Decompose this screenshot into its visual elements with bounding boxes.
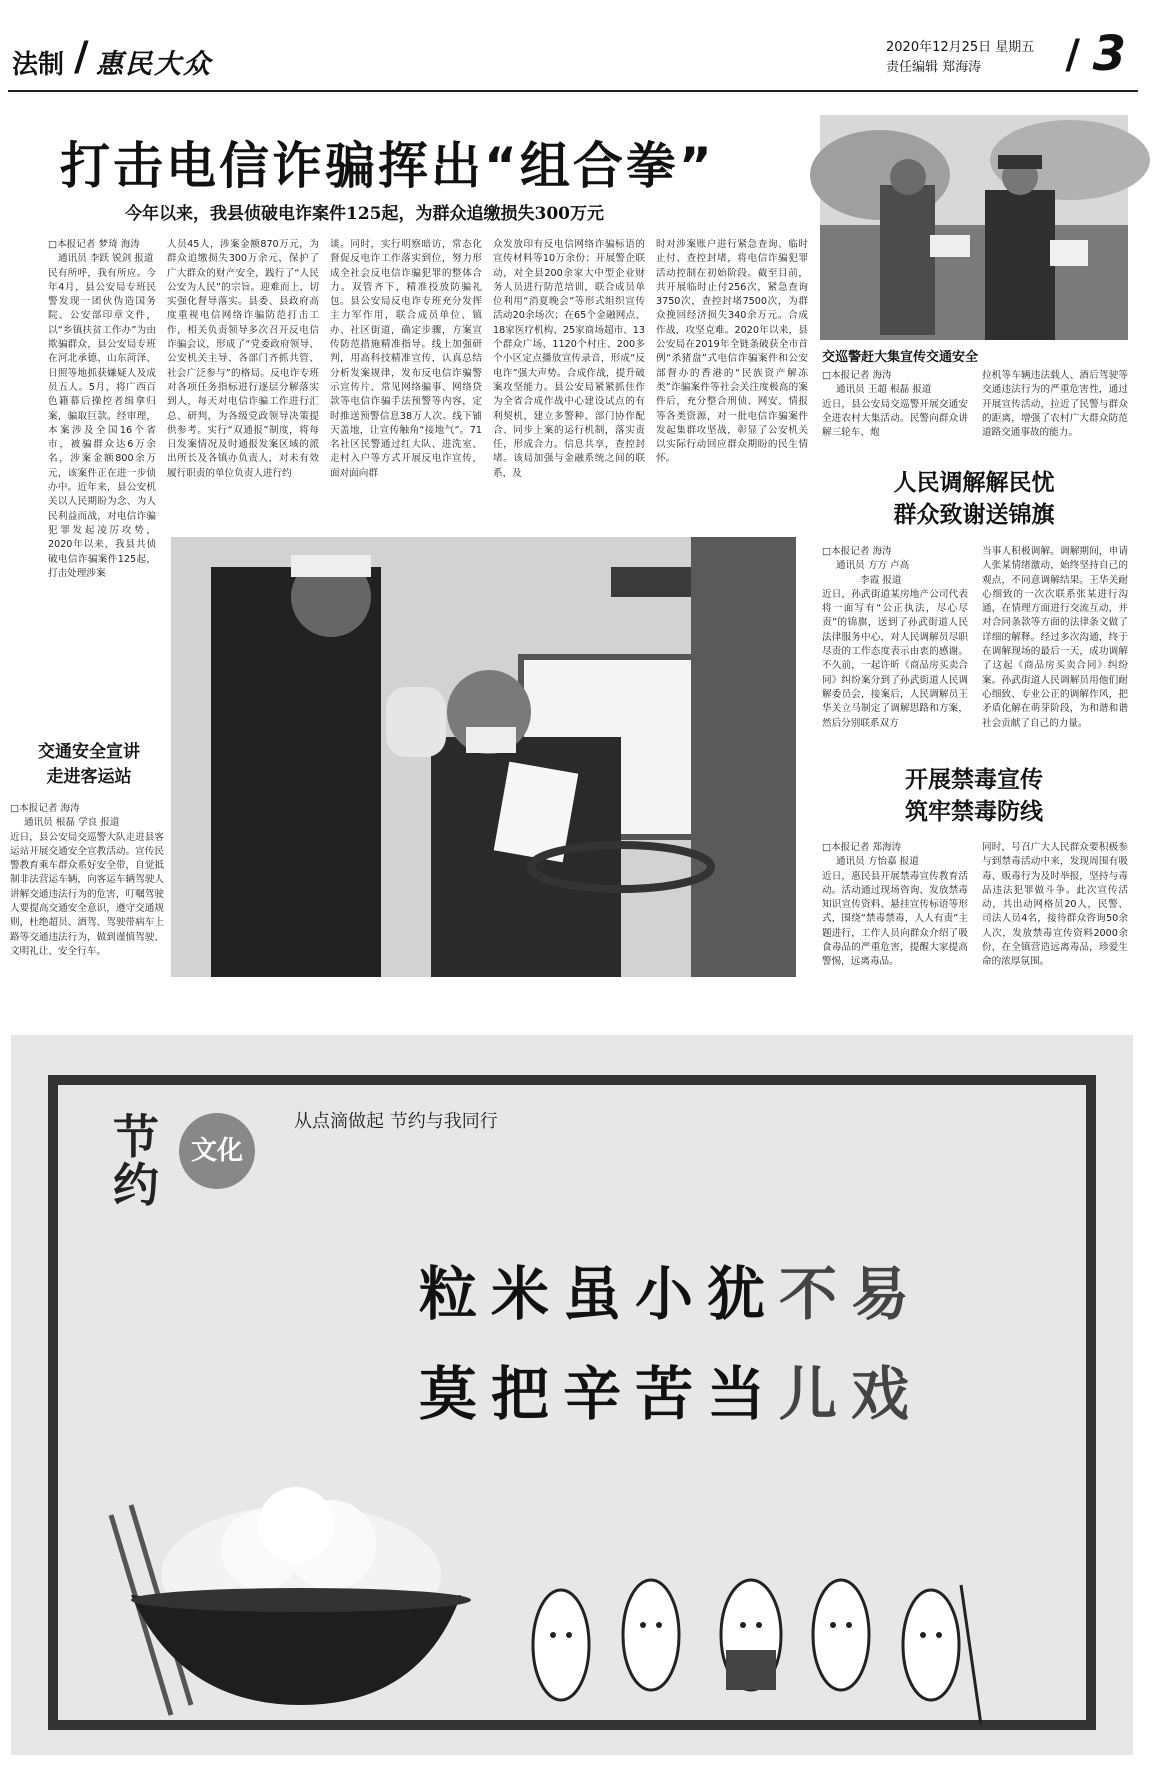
photo-illustration	[171, 537, 796, 977]
mediation-byline-2: 通讯员 方方 卢高	[836, 560, 910, 572]
traffic-text: 近日，县公安局交巡警开展交通安全进农村大集活动。民警向群众讲解三轮车、炮	[822, 398, 968, 439]
section-label: 法制	[12, 50, 65, 80]
bus-text: 近日，县公安局交巡警大队走进县客运站开展交通安全宣教活动。宣传民警教育乘车群众系好安全带，自觉抵制非法营运车辆，向客运车辆驾驶人讲解交通违法行为的危害，叮嘱驾驶人要提高交通安全意识，遵守交通规则，杜绝超员、酒驾、驾驶带病车上路等交通违法行为，做到谨慎驾驶、文明礼让、安全行车。	[10, 831, 164, 957]
main-byline-2: 通讯员 李跃 锐剑 报道	[58, 253, 154, 265]
ad-headline-line-1	[419, 1247, 923, 1331]
mediation-column-2: 当事人积极调解。调解期间，申请人张某情绪激动，始终坚持自己的观点，不同意调解结果。王华关耐心细致的一次次联系张某进行沟通，在情理方面进行交流互动，并对合同条款等方面的法律条文做了详细的解释。经过多次沟通，终于在调解现场的最后一天，成功调解了这起《商品房买卖合同》纠纷案。孙武街道人民调解员用他们耐心细致、专业公正的调解作风，把矛盾化解在萌芽阶段，为和谐和谐社会贡献了自己的力量。	[982, 546, 1128, 729]
bus-headline	[14, 740, 164, 790]
date-block	[886, 38, 1046, 78]
ad-headline-line-1-soft: 不易	[779, 1260, 924, 1328]
drug-headline	[820, 764, 1128, 828]
main-story-column-1	[48, 238, 156, 579]
masthead	[8, 26, 1138, 88]
traffic-byline: □本报记者 海涛	[822, 370, 892, 381]
masthead-rule	[8, 90, 1138, 92]
mediation-headline-line-2: 群众致谢送锦旗	[893, 501, 1055, 528]
drug-text: 近日，惠民县开展禁毒宣传教育活动。活动通过现场咨询、发放禁毒知识宣传资料、悬挂宣传标语等形式，围绕“禁毒禁毒，人人有责”主题进行，工作人员向群众介绍了吸食毒品的严重危害，提醒大家提高警惕，远离毒品。	[822, 870, 968, 968]
photo-traffic-police-market	[820, 115, 1128, 340]
main-story-column-5: 时对涉案账户进行紧急查询、临时止付、查控封堵，将电信诈骗犯罪活动控制在初始阶段。截至目前，共开展临时止付256次，紧急查询3750次，查控封堵7500次，为群众挽回经济损失340余万元。合成作战，攻坚克难。2020年以来，县公安局在2019年全链条破获全市首例“杀猪盘”式电信诈骗案件和公安部督办的香港的“民族资产解冻类”诈骗案件等社会关注度极高的案件后，充分整合刑侦、网安、情报等各类资源，对一批电信诈骗案件发起集群攻坚战，彰显了公安机关以实际行动回应群众期盼的民生情怀。	[656, 239, 808, 465]
drug-column-2: 同时，号召广大人民群众要积极参与到禁毒活动中来，发现周围有吸毒、贩毒行为及时举报，坚持与毒品违法犯罪做斗争。此次宣传活动，共出动网格员20人，民警、司法人员4名，接待群众咨询50余人次，发放禁毒宣传资料2000余份，在全镇营造远离毒品，珍爱生命的浓厚氛围。	[982, 842, 1128, 968]
drug-byline: □本报记者 郑海涛	[822, 842, 902, 853]
bus-headline-line-2: 走进客运站	[46, 767, 132, 787]
main-subhead: 今年以来，我县侦破电诈案件125起，为群众追缴损失300万元	[125, 204, 604, 224]
photo-bus-safety-talk	[171, 537, 796, 977]
bus-byline-2: 通讯员 根磊 学良 报道	[24, 817, 120, 829]
ad-headline-line-2-strong: 莫把辛苦当	[419, 1360, 780, 1428]
drug-headline-line-1: 开展禁毒宣传	[905, 766, 1043, 793]
main-byline: □本报记者 梦琦 海涛	[48, 239, 140, 250]
photo-illustration	[820, 115, 1128, 340]
drug-headline-line-2: 筑牢禁毒防线	[905, 798, 1043, 825]
bus-byline: □本报记者 海涛	[10, 803, 80, 814]
traffic-story-column-2: 拉机等车辆违法载人、酒后驾驶等交通违法行为的严重危害性，通过开展宣传活动，拉近了民警与群众的距离，增强了农村广大群众防范道路交通事故的能力。	[982, 370, 1128, 439]
main-story-column-4: 众发放印有反电信网络诈骗标语的宣传材料等10万余份；开展警企联动，对全县200余家大中型企业财务人员进行防范培训，联合成员单位利用“消夏晚会”等形式组织宣传活动20余场次；在65个金融网点、18家医疗机构、25家商场超市、13个群众广场、1120个村庄、200多个小区定点播放宣传录音，形成“反电诈”强大声势。合成作战，提升破案攻坚能力。县公安局紧紧抓住作为全省合成作战中心建设试点的有利契机，建立多警种、部门协作配合、同步上案的运行机制，落实责任，形成合力。信息共享，查控封堵。该局加强与金融系统之间的联系，及	[493, 239, 645, 479]
page-divider: /	[1065, 32, 1080, 78]
traffic-photo-caption: 交巡警赶大集宣传交通安全	[822, 350, 979, 365]
ad-logo-main-text: 节约	[113, 1110, 159, 1212]
page-number: 3	[1092, 26, 1126, 82]
main-story-column-3: 谈。同时，实行明察暗访，常态化督促反电诈工作落实到位，努力形成全社会反电信诈骗犯罪的整体合力。双管齐下，精准投放防骗礼包。县公安局反电诈专班充分发挥主力军作用，联合成员单位、镇办、社区街道，确定步骤，方案宣传防范措施精准指导。线上加强研判，用高科技精准宣传，认真总结分析发案规律，发布反电信诈骗警示宣传片、常见网络骗事、网络贷款等电信诈骗手法预警等内容，定时推送预警信息38万人次。线下铺天盖地，让宣传触角“接地气”。71名社区民警通过红大队、进洗室、走村入户等方式开展反电诈宣传，面对面向群	[330, 239, 482, 479]
rice-mascots-icon	[511, 1525, 991, 1745]
traffic-byline-2: 通讯员 王超 根磊 报道	[836, 384, 932, 396]
mediation-headline-line-1: 人民调解解民忧	[893, 469, 1055, 496]
main-column-text: 民有所呼，我有所应。今年4月，县公安局专班民警发现一团伙伪造国务院、公安部印章文件，以“乡镇扶贫工作办”为由欺骗群众，县公安局专班在河北承德、山东菏泽、日照等地抓获嫌疑人及成员五人。5月，将广西百色籍幕后操控者缉拿归案，骗取巨款。经审理，本案涉及全国16个省市，被骗群众达6万余名，涉案金额800余万元，该案件正在进一步侦办中。近年来，县公安机关以人民期盼为念、为人民利益而战，对电信诈骗犯罪发起凌厉攻势，2020年以来，我县共侦破电信诈骗案件125起，打击处理涉案	[48, 267, 156, 579]
ad-slogan: 从点滴做起 节约与我同行	[294, 1111, 498, 1132]
mediation-text: 近日，孙武街道某房地产公司代表将一面写有“公正执法，尽心尽责”的锦旗，送到了孙武街道人民法律服务中心，对人民调解员尽职尽责的工作态度表示由衷的感谢。不久前，一起许昕《商品房买卖合同》纠纷案分到了孙武街道人民调解委员会，接案后，人民调解员王华关立马制定了调解思路和方案，然后分别联系双方	[822, 588, 968, 729]
ad-headline-line-1-strong: 粒米虽小犹	[419, 1260, 780, 1328]
responsible-editor: 责任编辑 郑海涛	[886, 60, 982, 75]
ad-frugality-campaign	[11, 1035, 1133, 1755]
section-divider: /	[74, 34, 89, 80]
main-story-column-2: 人员45人，涉案金额870万元，为群众追缴损失300万余元，保护了广大群众的财产安全，践行了“人民公安为人民”的宗旨。迎难而上，切实强化督导落实。县委、县政府高度重视电信网络诈骗防范打击工作，相关负责领导多次召开反电信诈骗会议，形成了“党委政府领导、公安机关主导、各部门齐抓共管、社会广泛参与”的格局。反电诈专班对各项任务指标进行逐层分解落实到人，每天对电信诈骗工作进行汇总、研判，为各级党政领导决策提供参考。实行“双通报”制度，将每日发案情况及时通报发案区域的派出所长及各镇办负责人，对未有效履行职责的单位负责人进行约	[167, 239, 319, 479]
ad-headline-line-2-soft: 儿戏	[779, 1360, 924, 1428]
mediation-byline: □本报记者 海涛	[822, 546, 892, 557]
ad-headline-line-2	[419, 1347, 923, 1431]
mediation-headline	[820, 467, 1128, 531]
issue-date: 2020年12月25日 星期五	[886, 40, 1035, 55]
mediation-byline-3: 李霞 报道	[860, 574, 902, 586]
ad-logo-badge-text: 文化	[179, 1113, 255, 1189]
rice-bowl-icon	[91, 1455, 471, 1725]
traffic-story-column-1	[822, 369, 968, 445]
bus-headline-line-1: 交通安全宣讲	[38, 742, 140, 762]
drug-byline-2: 通讯员 方怡嘉 报道	[836, 856, 919, 868]
drug-column-1	[822, 841, 968, 991]
column-name: 惠民大众	[96, 49, 212, 80]
mediation-column-1	[822, 545, 968, 743]
bus-story-text-block	[10, 802, 164, 982]
main-headline: 打击电信诈骗挥出“组合拳”	[60, 137, 715, 195]
